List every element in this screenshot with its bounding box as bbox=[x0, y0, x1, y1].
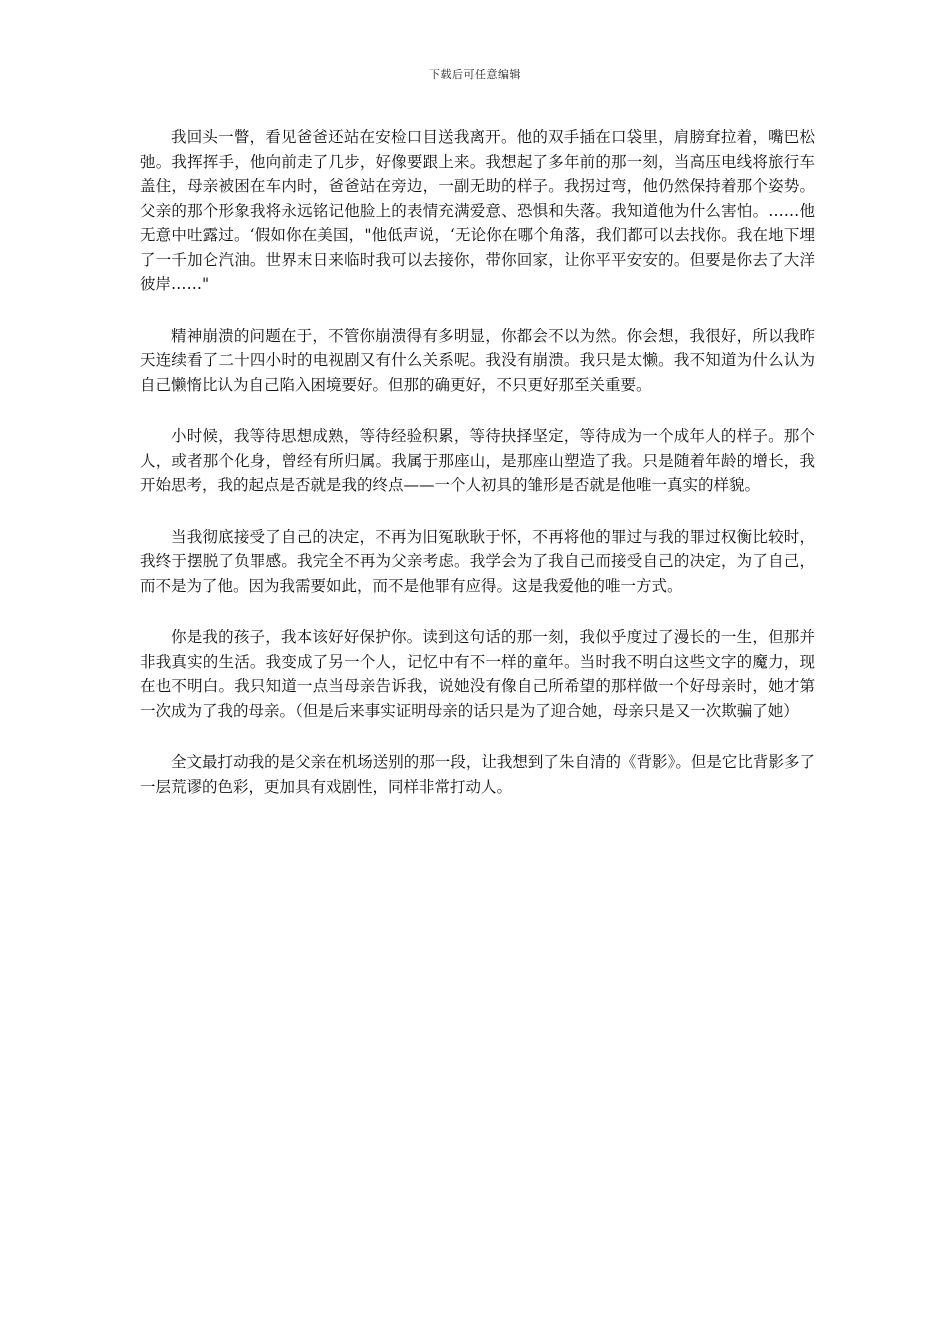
paragraph-1: 我回头一瞥，看见爸爸还站在安检口目送我离开。他的双手插在口袋里，肩膀耷拉着，嘴巴松弛。我挥挥手，他向前走了几步，好像要跟上来。我想起了多年前的那一刻，当高压电线将旅行车盖住，母亲被困在车内时，爸爸站在旁边，一副无助的样子。我拐过弯，他仍然保持着那个姿势。父亲的那个形象我将永远铭记他脸上的表情充满爱意、恐惧和失落。我知道他为什么害怕。……他无意中吐露过。‘假如你在美国，"他低声说，‘无论你在哪个角落，我们都可以去找你。我在地下埋了一千加仑汽油。世界末日来临时我可以去接你，带你回家，让你平平安安的。但要是你去了大洋彼岸……" bbox=[140, 128, 815, 293]
paragraph-4: 当我彻底接受了自己的决定，不再为旧冤耿耿于怀，不再将他的罪过与我的罪过权衡比较时，我终于摆脱了负罪感。我完全不再为父亲考虑。我学会为了我自己而接受自己的决定，为了自己，而不是为了他。因为我需要如此，而不是他罪有应得。这是我爱他的唯一方式。 bbox=[140, 527, 815, 595]
document-body bbox=[140, 125, 815, 826]
paragraph-6: 全文最打动我的是父亲在机场送别的那一段，让我想到了朱自清的《背影》。但是它比背影多了一层荒谬的色彩，更加具有戏剧性，同样非常打动人。 bbox=[140, 753, 815, 796]
paragraph-2: 精神崩溃的问题在于，不管你崩溃得有多明显，你都会不以为然。你会想，我很好，所以我昨天连续看了二十四小时的电视剧又有什么关系呢。我没有崩溃。我只是太懒。我不知道为什么认为自己懒惰比认为自己陷入困境要好。但那的确更好，不只更好那至关重要。 bbox=[140, 326, 815, 394]
paragraph-3: 小时候，我等待思想成熟，等待经验积累，等待抉择坚定，等待成为一个成年人的样子。那个人，或者那个化身，曾经有所归属。我属于那座山，是那座山塑造了我。只是随着年龄的增长，我开始思考，我的起点是否就是我的终点——一个人初具的雏形是否就是他唯一真实的样貌。 bbox=[140, 427, 815, 494]
page-header: 下载后可任意编辑 bbox=[429, 68, 521, 81]
paragraph-5: 你是我的孩子，我本该好好保护你。读到这句话的那一刻，我似乎度过了漫长的一生，但那并非我真实的生活。我变成了另一个人，记忆中有不一样的童年。当时我不明白这些文字的魔力，现在也不明白。我只知道一点当母亲告诉我，说她没有像自己所希望的那样做一个好母亲时，她才第一次成为了我的母亲。（但是后来事实证明母亲的话只是为了迎合她，母亲只是又一次欺骗了她） bbox=[140, 628, 815, 720]
